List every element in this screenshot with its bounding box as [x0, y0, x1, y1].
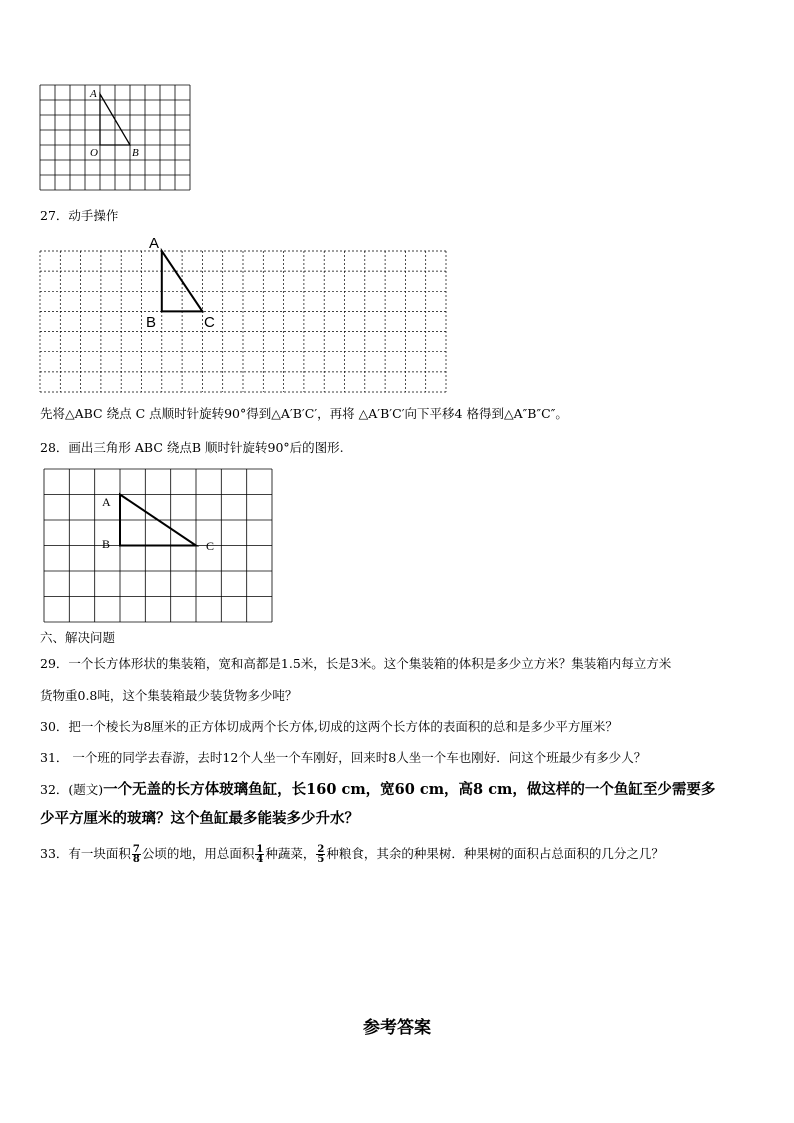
q27-grid — [36, 234, 452, 396]
label-a: A — [149, 235, 160, 252]
q33-part3: 种蔬菜， — [265, 846, 316, 861]
q32-line2: 少平方厘米的玻璃？这个鱼缸最多能装多少升水？ — [40, 810, 359, 827]
q32-prefix: 32．(题文) — [40, 782, 104, 797]
q27-instruction: 先将△ABC 绕点 C 点顺时针旋转90°得到△A′B′C′，再将 △A′B′C′向下平移4 格得到△A″B″C″。 — [40, 406, 568, 421]
figure-1-grid — [36, 82, 196, 194]
q33-part2: 公顷的地，用总面积 — [141, 846, 255, 861]
frac-den: 8 — [132, 854, 140, 865]
label-c: C — [204, 314, 215, 331]
q28-title: 28．画出三角形 ABC 绕点B 顺时针旋转90°后的图形. — [40, 440, 344, 455]
frac-den: 5 — [317, 854, 325, 865]
q33-text — [40, 845, 664, 864]
fraction-1-4 — [255, 845, 264, 864]
q33-part1: 33．有一块面积 — [40, 846, 131, 861]
label-b: B — [146, 314, 157, 331]
q28-grid — [40, 464, 276, 626]
q32-line1 — [40, 779, 715, 800]
frac-num: 2 — [317, 844, 325, 855]
label-b: B — [102, 537, 111, 551]
q30-text: 30．把一个棱长为8厘米的正方体切成两个长方体,切成的这两个长方体的表面积的总和是多少平方厘米？ — [40, 719, 618, 734]
fraction-2-5 — [316, 845, 325, 864]
frac-num: 7 — [132, 844, 140, 855]
label-a: A — [90, 88, 97, 100]
label-c: C — [206, 539, 215, 553]
label-o: O — [90, 147, 98, 159]
q29-line1: 29．一个长方体形状的集装箱，宽和高都是1.5米，长是3米。这个集装箱的体积是多少立方米？集装箱内每立方米 — [40, 656, 672, 671]
q29-line2: 货物重0.8吨，这个集装箱最少装货物多少吨？ — [40, 688, 298, 703]
q33-part4: 种粮食，其余的种果树．种果树的面积占总面积的几分之几？ — [326, 846, 664, 861]
answers-heading: 参考答案 — [363, 1018, 431, 1038]
q27-title: 27．动手操作 — [40, 208, 119, 223]
frac-num: 1 — [256, 844, 264, 855]
section-heading: 六、解决问题 — [40, 630, 116, 645]
q32-text-1: 一个无盖的长方体玻璃鱼缸，长160 cm，宽60 cm，高8 cm，做这样的一个鱼缸至少需要多 — [103, 781, 716, 798]
fraction-7-8 — [132, 845, 141, 864]
frac-den: 4 — [256, 854, 264, 865]
label-a: A — [102, 495, 111, 509]
q31-text: 31． 一个班的同学去春游，去时12个人坐一个车刚好，回来时8人坐一个车也刚好．问这个班最少有多少人？ — [40, 750, 647, 765]
label-b: B — [132, 147, 139, 159]
